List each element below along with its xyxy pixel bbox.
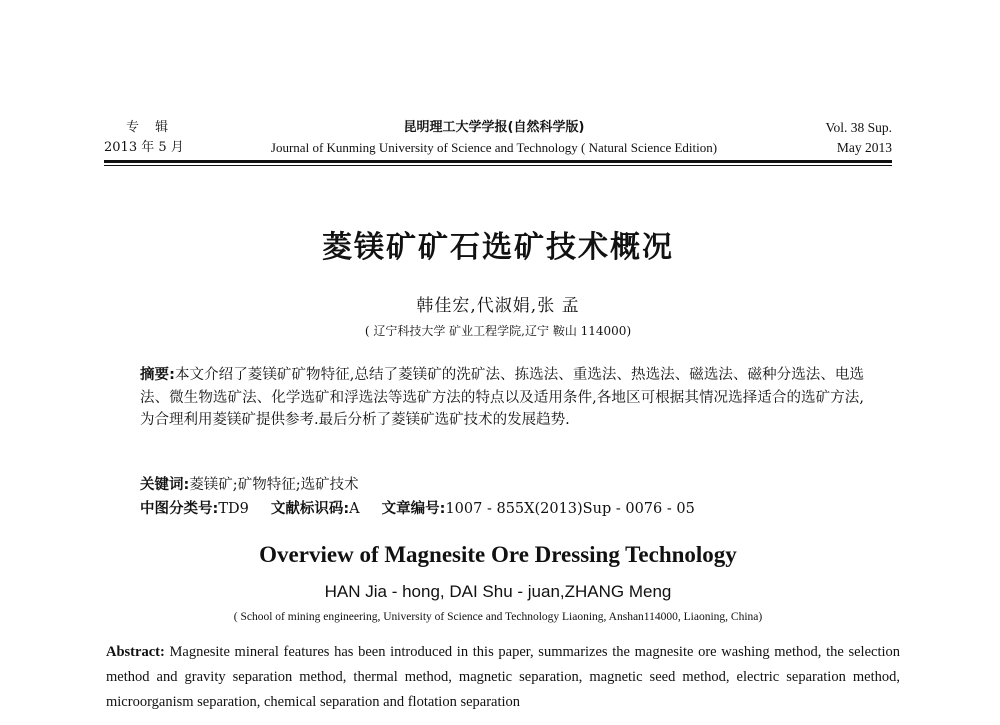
abstract-en <box>106 640 900 715</box>
article-title-en: Overview of Magnesite Ore Dressing Technology <box>259 542 737 567</box>
header-center <box>214 118 774 158</box>
article-title-cn: 菱镁矿矿石选矿技术概况 <box>322 230 674 265</box>
abstract-cn-label: 摘要: <box>140 367 175 383</box>
special-issue-label: 专 辑 <box>126 120 175 135</box>
keywords-cn-text: 菱镁矿;矿物特征;选矿技术 <box>189 477 359 493</box>
affiliation-cn: ( 辽宁科技大学 矿业工程学院,辽宁 鞍山 114000) <box>364 324 632 338</box>
abstract-cn-text: 本文介绍了菱镁矿矿物特征,总结了菱镁矿的洗矿法、拣选法、重选法、热选法、磁选法、磁种分选法、电选法、微生物选矿法、化学选矿和浮选法等选矿方法的特点以及适用条件,各地区可根据其情况选择适合的选矿方法,为合理利用菱镁矿提供参考.最后分析了菱镁矿选矿技术的发展趋势. <box>140 367 864 428</box>
doc-code-label: 文献标识码: <box>270 501 350 517</box>
header-rule-thin <box>104 165 892 166</box>
article-number-value: 1007 - 855X(2013)Sup - 0076 - 05 <box>445 501 695 517</box>
header-left <box>104 118 214 158</box>
abstract-cn <box>140 364 864 432</box>
article-number-label: 文章编号: <box>381 501 446 517</box>
affiliation-en: ( School of mining engineering, University of Science and Technology Liaoning, Anshan114000, Liaoning, China) <box>233 611 763 623</box>
issue-date-cn: 2013 年 5 月 <box>104 140 184 155</box>
issue-date-en: May 2013 <box>836 140 892 155</box>
keywords-cn-label: 关键词: <box>140 477 190 493</box>
header-rule-thick <box>104 160 892 163</box>
authors-cn: 韩佳宏,代淑娟,张 孟 <box>416 296 580 316</box>
doc-code-value: A <box>349 501 360 517</box>
abstract-en-label: Abstract: <box>106 644 165 660</box>
volume-label: Vol. 38 Sup. <box>825 120 892 135</box>
abstract-en-text: Magnesite mineral features has been introduced in this paper, summarizes the magnesite ore washing method, the selection method and gravity separation method, thermal method, magnetic separation, magnetic seed method, electric separation method, microorganism separation, chemical separation and flotation separation <box>106 644 900 710</box>
journal-name-cn: 昆明理工大学学报(自然科学版) <box>403 120 585 135</box>
keywords-cn <box>140 474 864 496</box>
journal-name-en: Journal of Kunming University of Science and Technology ( Natural Science Edition) <box>270 140 718 155</box>
classification-line <box>140 498 864 520</box>
clc-value: TD9 <box>218 501 249 517</box>
header-right <box>774 118 892 158</box>
authors-en: HAN Jia - hong, DAI Shu - juan,ZHANG Meng <box>324 582 672 601</box>
clc-label: 中图分类号: <box>140 501 219 517</box>
